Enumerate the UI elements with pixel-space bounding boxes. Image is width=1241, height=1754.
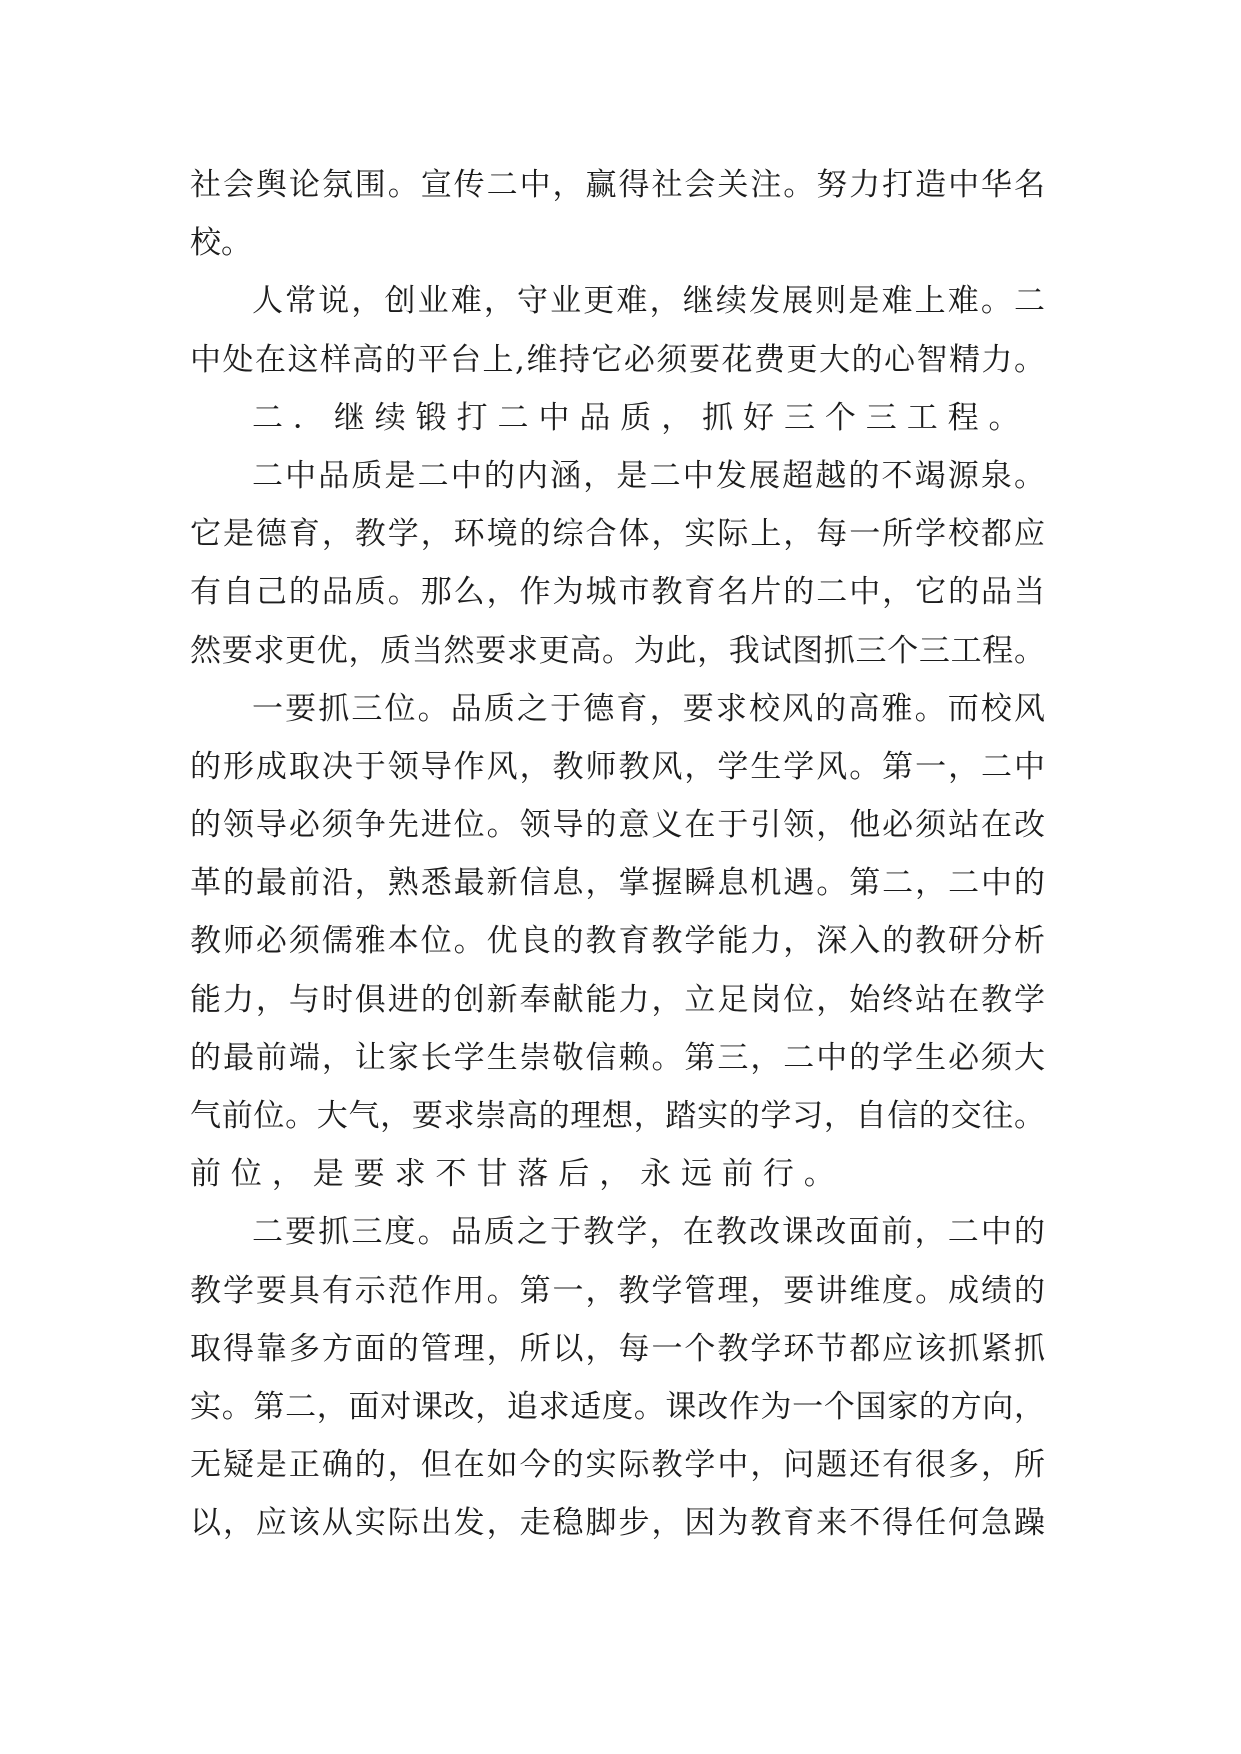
- text-line: 革的最前沿，熟悉最新信息，掌握瞬息机遇。第二，二中的: [190, 865, 1045, 902]
- text-line: 气前位。大气，要求崇高的理想，踏实的学习，自信的交往。: [190, 1098, 1045, 1134]
- text-line: 的领导必须争先进位。领导的意义在于引领，他必须站在改: [190, 807, 1045, 844]
- text-line: 无疑是正确的，但在如今的实际教学中，问题还有很多，所: [190, 1447, 1045, 1484]
- text-line: 二中品质是二中的内涵，是二中发展超越的不竭源泉。: [252, 457, 1045, 494]
- text-line: 的最前端，让家长学生崇敬信赖。第三，二中的学生必须大: [190, 1039, 1045, 1076]
- text-line: 然要求更优，质当然要求更高。为此，我试图抓三个三工程。: [190, 632, 1045, 669]
- text-line: 校。: [190, 225, 252, 262]
- text-line: 社会舆论氛围。宣传二中，赢得社会关注。努力打造中华名: [190, 167, 1045, 203]
- text-line: 取得靠多方面的管理，所以，每一个教学环节都应该抓紧抓: [190, 1330, 1045, 1367]
- text-line: 中处在这样高的平台上,维持它必须要花费更大的心智精力。: [190, 341, 1045, 378]
- text-line: 人常说，创业难，守业更难，继续发展则是难上难。二: [252, 283, 1045, 320]
- text-line: 它是德育，教学，环境的综合体，实际上，每一所学校都应: [190, 516, 1045, 553]
- text-line: 实。第二，面对课改，追求适度。课改作为一个国家的方向，: [190, 1388, 1045, 1425]
- text-line: 以，应该从实际出发，走稳脚步，因为教育来不得任何急躁: [190, 1505, 1045, 1542]
- text-line: 教学要具有示范作用。第一，教学管理，要讲维度。成绩的: [190, 1272, 1045, 1309]
- section-heading: 二．继续锻打二中品质，抓好三个三工程。: [252, 399, 1030, 436]
- text-line: 前位，是要求不甘落后，永远前行。: [190, 1156, 845, 1193]
- body-text: [190, 156, 1045, 1553]
- text-line: 能力，与时俱进的创新奉献能力，立足岗位，始终站在教学: [190, 981, 1045, 1018]
- text-line: 二要抓三度。品质之于教学，在教改课改面前，二中的: [252, 1214, 1045, 1251]
- text-line: 教师必须儒雅本位。优良的教育教学能力，深入的教研分析: [190, 923, 1045, 960]
- text-line: 的形成取决于领导作风，教师教风，学生学风。第一，二中: [190, 748, 1045, 785]
- text-line: 一要抓三位。品质之于德育，要求校风的高雅。而校风: [252, 690, 1045, 727]
- text-line: 有自己的品质。那么，作为城市教育名片的二中，它的品当: [190, 574, 1045, 611]
